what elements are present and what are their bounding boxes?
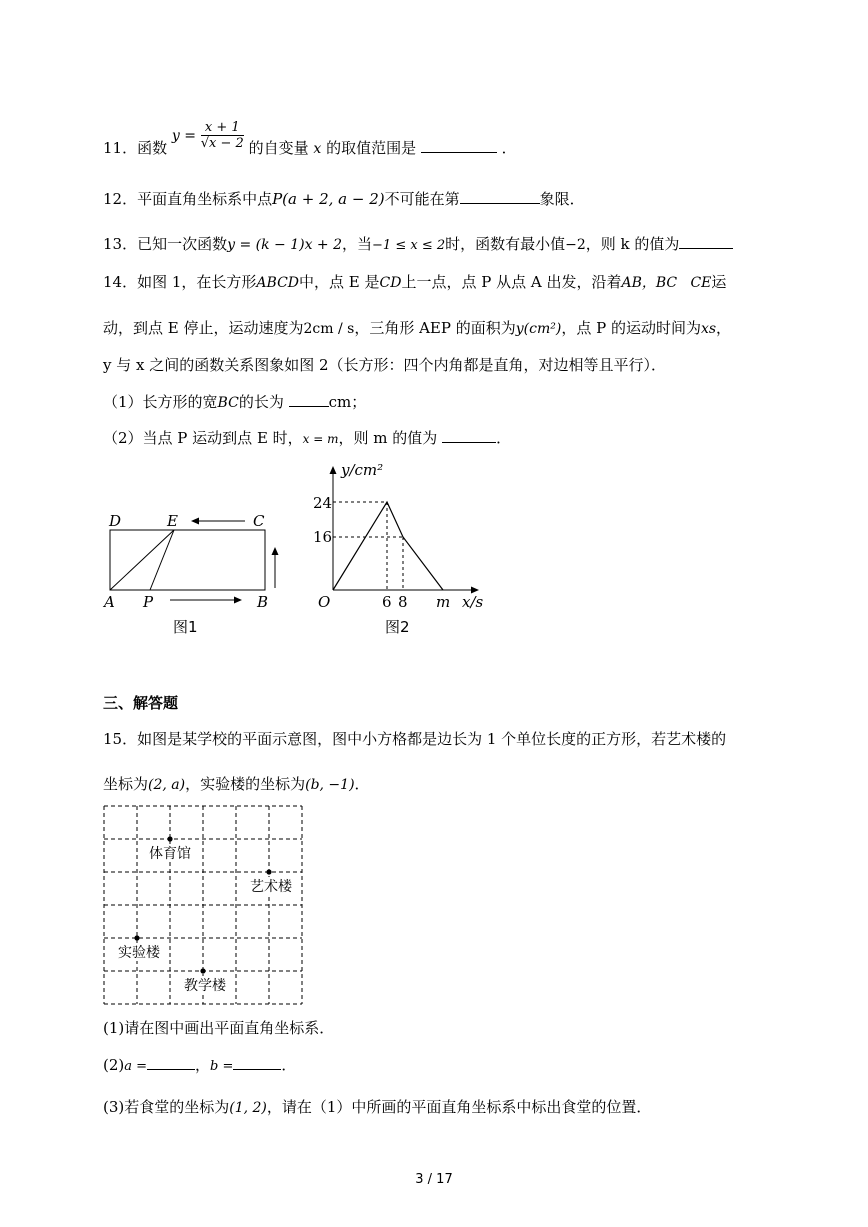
q11-fraction: [201, 120, 244, 152]
label-d: D: [109, 512, 122, 530]
q14-sub1-b: 的长为: [238, 393, 284, 411]
figure-1-rectangle: [95, 505, 295, 645]
q14-path: AB，BC CE: [621, 275, 712, 291]
question-14-line1: [103, 272, 726, 293]
q12-end: 象限．: [539, 190, 585, 208]
q13-minval: −2: [565, 237, 586, 253]
question-15-line2: [103, 774, 370, 795]
q11-func-y: y =: [171, 128, 196, 144]
question-14-sub1: [103, 392, 366, 413]
q15-sub2-end: ．: [281, 1056, 297, 1074]
segment-pe: [150, 530, 174, 590]
gym-label: 体育馆: [149, 846, 191, 862]
q14-speed: 2cm / s: [303, 321, 355, 337]
q15-a-blank[interactable]: [147, 1055, 195, 1070]
x-axis-label: x/s: [462, 593, 484, 611]
q15-coord-b: (b, −1): [305, 777, 355, 793]
xtick-6: 6: [382, 593, 392, 611]
arrow-ab-head: [234, 597, 242, 604]
q14-line2-b: ，三角形 AEP 的面积为: [354, 319, 516, 337]
label-p: P: [143, 593, 154, 611]
arrow-ce-head: [191, 518, 199, 525]
q15-sub2-b-label: b =: [210, 1059, 234, 1074]
q14-sub2-c: ．: [496, 429, 512, 447]
rect-abcd: [110, 530, 265, 590]
q15-sub3: [103, 1097, 651, 1118]
q15-line2-a: 坐标为: [103, 775, 149, 793]
q13-middle2: 时，函数有最小值: [445, 235, 566, 253]
q15-coord-a: (2, a): [148, 777, 186, 793]
q15-sub3-a: (3)若食堂的坐标为: [103, 1098, 230, 1116]
q15-sub2-prefix: (2): [103, 1056, 125, 1074]
q14-sub2-b: ，则 m 的值为: [338, 429, 438, 447]
label-c: C: [253, 512, 265, 530]
y-axis-arrow: [330, 466, 337, 474]
q15-sub3-b: ，请在（1）中所画的平面直角坐标系中标出食堂的位置．: [266, 1098, 652, 1116]
question-15-line1: [103, 729, 726, 749]
q14-bc: BC: [217, 395, 239, 411]
q15-sub1: [103, 1018, 334, 1038]
q15-sub2-sep: ，: [195, 1056, 211, 1074]
q12-answer-blank[interactable]: [460, 189, 540, 204]
q14-line1-b: 中，点 E 是: [299, 273, 380, 291]
q15-sub2: [103, 1055, 296, 1077]
art-label: 艺术楼: [250, 879, 292, 895]
school-map-grid: [100, 802, 310, 1012]
q12-prefix: 12．平面直角坐标系中点: [103, 190, 273, 208]
lab-building-point: [134, 935, 139, 940]
q11-suffix: 的自变量: [248, 139, 309, 157]
q11-var: x: [313, 141, 322, 157]
q14-line2-a: 动，到点 E 停止，运动速度为: [103, 319, 304, 337]
q11-answer-blank[interactable]: [421, 138, 497, 153]
y-axis-label: y/cm²: [341, 461, 384, 479]
question-12: [103, 189, 585, 209]
q12-middle: 不可能在第: [384, 190, 460, 208]
fig2-caption: 图2: [385, 618, 410, 636]
q13-end: ，则 k 的值为: [585, 235, 680, 253]
q14-cd: CD: [379, 275, 402, 291]
arrow-bc-head: [272, 547, 279, 555]
origin-label: O: [318, 593, 331, 611]
q14-sub2-blank[interactable]: [442, 428, 496, 443]
q11-denominator: √x − 2: [200, 136, 244, 151]
q11-end: ．: [501, 139, 517, 157]
q15-sub1-text: (1)请在图中画出平面直角坐标系．: [103, 1019, 335, 1037]
question-14-sub2: [103, 428, 511, 449]
q11-suffix2: 的取值范围是: [326, 139, 417, 157]
q15-coord-c: (1, 2): [229, 1100, 267, 1116]
function-graph-line: [333, 502, 443, 590]
q12-point: P(a + 2, a − 2): [272, 190, 385, 208]
label-b: B: [257, 593, 269, 611]
q13-func: y = (k − 1)x + 2: [227, 237, 343, 253]
q15-b-blank[interactable]: [233, 1055, 281, 1070]
q14-line2-c: ，点 P 的运动时间为: [561, 319, 701, 337]
question-14-line2: [103, 318, 731, 339]
q14-line3: y 与 x 之间的函数关系图象如图 2（长方形：四个内角都是直角，对边相等且平行）．: [103, 356, 667, 374]
section-3-title: 三、解答题: [103, 694, 179, 712]
xtick-m: m: [436, 593, 451, 611]
q14-line2-d: ，: [716, 319, 732, 337]
q13-answer-blank[interactable]: [679, 234, 733, 249]
q11-prefix: 11．函数: [103, 139, 168, 157]
ytick-24: 24: [313, 494, 333, 512]
xtick-8: 8: [398, 593, 408, 611]
q14-sub2-a: （2）当点 P 运动到点 E 时，: [103, 429, 303, 447]
label-a: A: [104, 593, 115, 611]
q14-sub1-blank[interactable]: [289, 392, 329, 407]
question-14-line3: [103, 355, 666, 375]
q14-time: xs: [700, 321, 717, 337]
q15-line2-c: ．: [354, 775, 370, 793]
page-number: 3 / 17: [415, 1172, 453, 1187]
segment-ae: [110, 530, 174, 590]
gym-point: [167, 836, 172, 841]
teach-label: 教学楼: [184, 978, 226, 994]
q14-rect: ABCD: [256, 275, 300, 291]
label-e: E: [167, 512, 178, 530]
q14-sub1-a: （1）长方形的宽: [103, 393, 218, 411]
q15-line2-b: ，实验楼的坐标为: [185, 775, 306, 793]
q14-line1-a: 14．如图 1，在长方形: [103, 273, 257, 291]
fig1-caption: 图1: [173, 618, 198, 636]
figure-2-graph: [305, 458, 505, 648]
q14-area: y(cm²): [515, 321, 562, 337]
ytick-16: 16: [313, 528, 333, 546]
art-building-point: [266, 869, 271, 874]
q14-line1-d: 运: [711, 273, 727, 291]
question-11: [103, 120, 517, 165]
lab-label: 实验楼: [118, 945, 160, 961]
q13-range: −1 ≤ x ≤ 2: [372, 238, 446, 253]
q14-sub1-c: cm；: [328, 393, 367, 411]
q15-sub2-a-label: a =: [124, 1059, 148, 1074]
q15-line1: 15．如图是某学校的平面示意图，图中小方格都是边长为 1 个单位长度的正方形，若艺术楼的: [103, 730, 727, 748]
q11-numerator: x + 1: [201, 120, 244, 136]
q14-xm: x = m: [302, 432, 339, 446]
q13-middle: ，当: [342, 235, 373, 253]
question-13: [103, 234, 733, 256]
q14-line1-c: 上一点，点 P 从点 A 出发，沿着: [401, 273, 622, 291]
q13-prefix: 13．已知一次函数: [103, 235, 228, 253]
grid-lines: [104, 806, 302, 1004]
teaching-building-point: [200, 968, 205, 973]
